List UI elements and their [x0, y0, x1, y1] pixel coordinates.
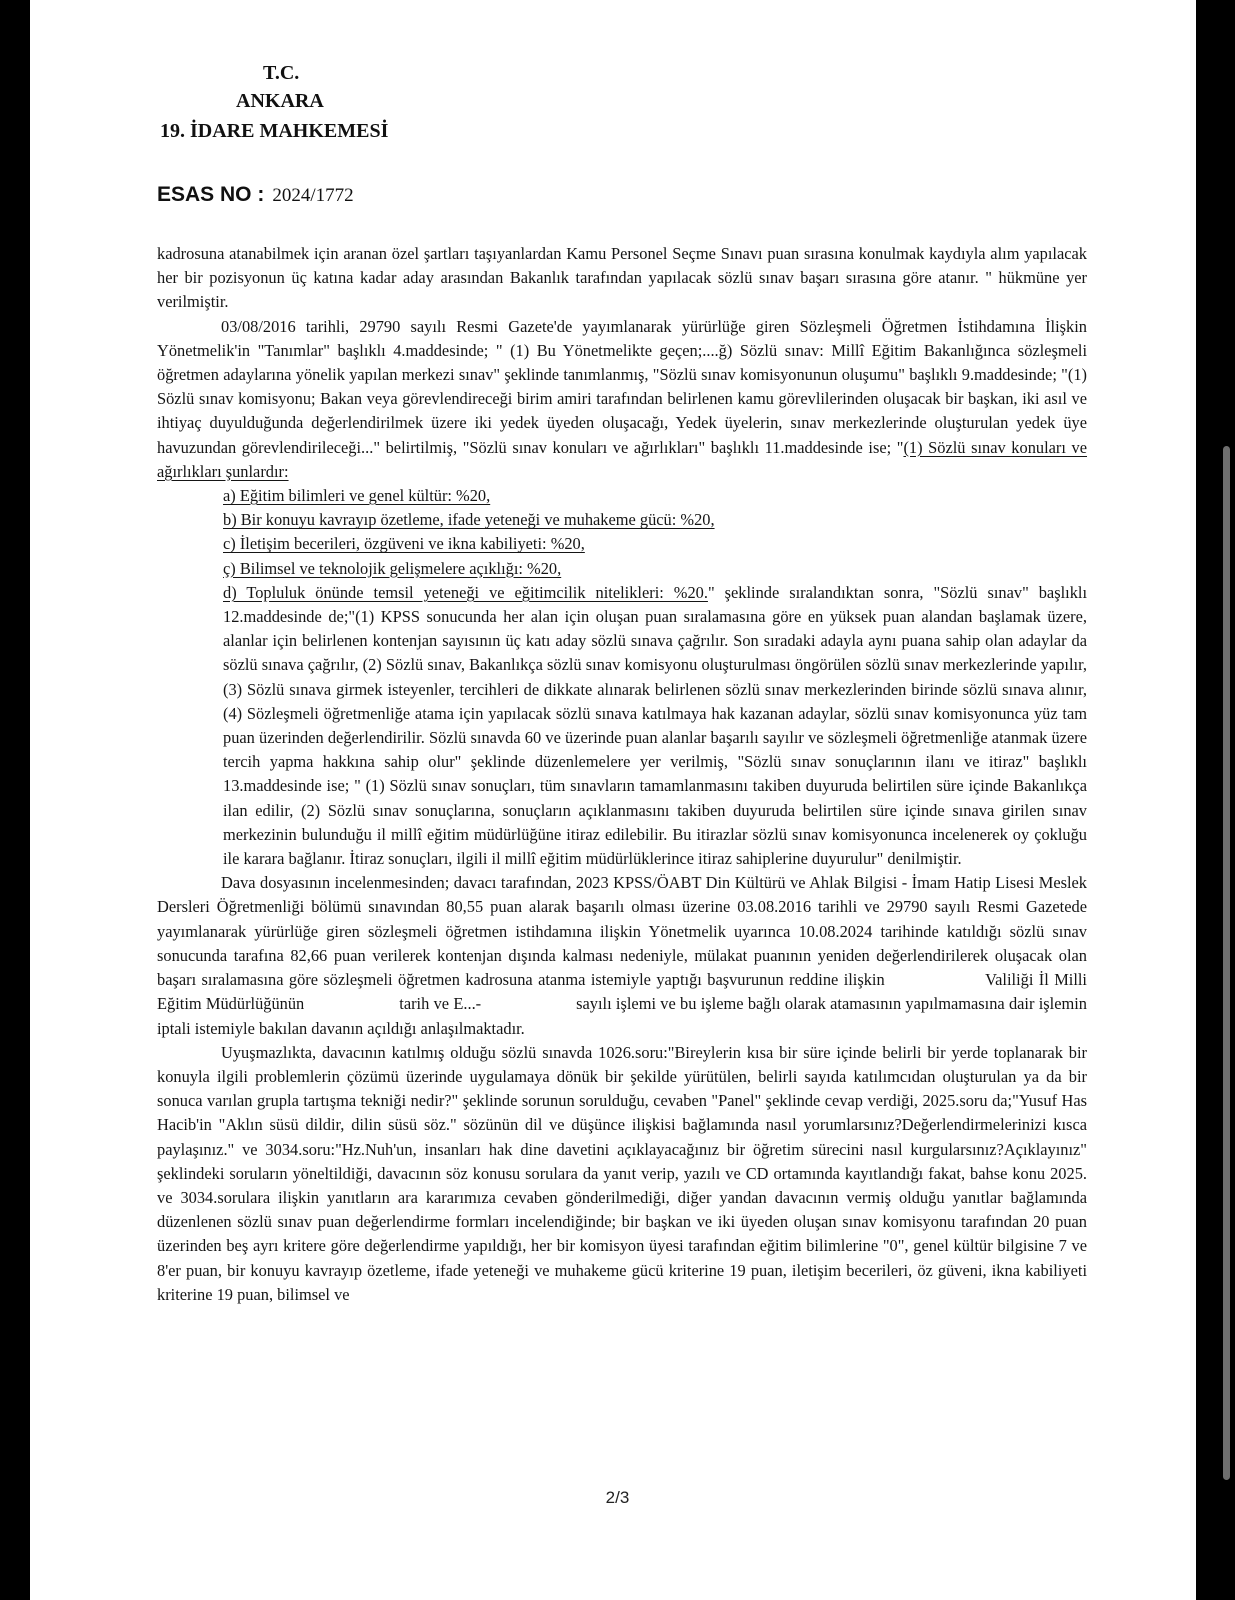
scrollbar-thumb[interactable] [1223, 446, 1230, 1480]
page-number: 2/3 [605, 1488, 630, 1507]
paragraph-5: Uyuşmazlıkta, davacının katılmış olduğu sözlü sınavda 1026.soru:"Bireylerin kısa bir süre içinde belirli bir yerde toplanarak bir konuyla ilgili problemlerin çözümü üzerinde uygulamaya dönük bir şekilde yürütülen, belirli sayıda katılımcıdan oluşturulan ya da bir sonuca varılan grupla tartışma tekniği nedir?" şeklinde sorunun sorulduğu, cevaben "Panel" şeklinde cevap verdiği, 2025.soru da;"Yusuf Has Hacib'in "Aklın süsü dildir, dilin süsü söz." sözünün dil ve düşünce ilişkisi bağlamında nasıl yorumlarsınız?Değerlendirmelerinizi kısca paylaşınız." ve 3034.soru:"Hz.Nuh'un, insanları hak dine davetini açıklayacağınız bir öğretim sürecini nasıl kurgularsınız?Açıklayınız" şeklindeki soruların yöneltildiği, davacının söz konusu sorulara da yanıt verip, yazılı ve CD ortamında kayıtlandığı fakat, bahse konu 2025. ve 3034.sorulara ilişkin yanıtların ara kararımıza cevaben gönderilmediği, diğer yandan davacının vermiş olduğu yanıtlar bağlamında düzenlenen sözlü sınav puan değerlendirme formları incelendiğinde; bir başkan ve iki üyeden oluşan sınav komisyonu tarafından 20 puan üzerinden beş ayrı kritere göre değerlendirme yapıldığı, her bir komisyon üyesi tarafından eğitim bilimlerine "0", genel kültür bilgisine 7 ve 8'er puan, bir konuyu kavrayıp özetleme, ifade yeteneği ve muhakeme gücü kriterine 19 puan, iletişim becerileri, öz güveni, ikna kabiliyeti kriterine 19 puan, bilimsel ve [157, 1042, 1087, 1304]
list-item-a [157, 484, 1087, 508]
paragraph-4-text-a: Dava dosyasının incelenmesinden; davacı tarafından, 2023 KPSS/ÖABT Din Kültürü ve Ahlak Bilgisi - İmam Hatip Lisesi Meslek Dersleri Öğretmenliği bölümü sınavından 80,55 puan alarak başarılı olması üzerine 03.08.2016 tarihli ve 29790 sayılı Resmi Gazetede yayımlanarak yürürlüğe giren sözleşmeli öğretmen istihdamına ilişkin Yönetmelik uyarınca 10.08.2024 tarihinde katıldığı sözlü sınav sonucunda tarafına 82,66 puan verilerek kontenjan dışında kalması nedeniyle, mülakat puanının yeniden değerlendirilerek oluşacak olan başarı sıralamasına göre sözleşmeli öğretmen kadrosuna atanma istemiyle yaptığı başvurunun reddine ilişkin [157, 873, 1087, 990]
document-body [157, 242, 1087, 1307]
scrollbar[interactable] [1223, 8, 1230, 1592]
paragraph-4-text-c: tarih ve E...- [399, 994, 482, 1014]
header-country: T.C. [263, 62, 300, 84]
case-number-label: ESAS NO : [157, 183, 265, 206]
list-item-b-text: b) Bir konuyu kavrayıp özetleme, ifade yeteneği ve muhakeme gücü: %20, [223, 510, 715, 530]
paragraph-2-underlined: (1) Sözlü sınav konuları ve ağırlıkları şunlardır: [157, 437, 1088, 481]
paragraph-4-text-d: sayılı işlemi ve bu işleme bağlı olarak atamasının yapılmamasına dair işlemin iptali istemiyle bakılan davanın açıldığı anlaşılmaktadır. [157, 994, 1087, 1038]
paragraph-2 [157, 315, 1087, 484]
list-item-d-text: d) Topluluk önünde temsil yeteneği ve eğitimcilik nitelikleri: %20. [223, 582, 708, 602]
paragraph-4-text-b: Valiliği İl Milli Eğitim Müdürlüğünün [157, 970, 1087, 1014]
case-number-value: 2024/1772 [272, 185, 354, 206]
list-item-cc-text: ç) Bilimsel ve teknolojik gelişmelere açıklığı: %20, [223, 558, 562, 578]
list-item-a-text: a) Eğitim bilimleri ve genel kültür: %20, [223, 486, 491, 506]
header-court-name: 19. İDARE MAHKEMESİ [160, 120, 389, 142]
paragraph-2-text: 03/08/2016 tarihli, 29790 sayılı Resmi Gazete'de yayımlanarak yürürlüğe giren Sözleşmeli Öğretmen İstihdamına İlişkin Yönetmelik'in "Tanımlar" başlıklı 4.maddesinde; " (1) Bu Yönetmelikte geçen;....ğ) Sözlü sınav: Millî Eğitim Bakanlığınca sözleşmeli öğretmen adaylarına yönelik yapılan merkezi sınav" şeklinde tanımlanmış, "Sözlü sınav komisyonunun oluşumu" başlıklı 9.maddesinde; "(1) Sözlü sınav komisyonu; Bakan veya görevlendireceği birim amiri tarafından belirlenen kamu görevlilerinden oluşacak bir başkan, iki asıl ve ihtiyaç duyulduğunda değerlendirilmek üzere iki yedek üyeden oluşacağı, Yedek üyelerin, sınav merkezlerinde oluşturulan yedek üye havuzundan görevlendirileceği..." belirtilmiş, "Sözlü sınav konuları ve ağırlıkları" başlıklı 11.maddesinde ise; " [157, 316, 1087, 457]
list-item-c-text: c) İletişim becerileri, özgüveni ve ikna kabiliyeti: %20, [223, 534, 585, 554]
list-item-c [157, 532, 1087, 556]
list-item-b [157, 508, 1087, 532]
paragraph-3-text: " şeklinde sıralandıktan sonra, "Sözlü sınav" başlıklı 12.maddesinde de;"(1) KPSS sonucunda her alan için oluşan puan sıralamasına göre en yüksek puan alandan başlamak üzere, alanlar için belirlenen kontenjan sayısının üç katı aday sözlü sınava çağrılır. Son sıradaki adayla aynı puana sahip olan adaylar da sözlü sınava çağrılır, (2) Sözlü sınav, Bakanlıkça sözlü sınav komisyonu oluşturulması öngörülen sözlü sınav merkezlerinde yapılır, (3) Sözlü sınava girmek isteyenler, tercihleri de dikkate alınarak belirlenen sözlü sınav merkezlerinden birinde sözlü sınava alınır, (4) Sözleşmeli öğretmenliğe atama için yapılacak sözlü sınava katılmaya hak kazanan adaylar, sözlü sınav komisyonunca yüz tam puan üzerinden değerlendirilir. Sözlü sınavda 60 ve üzerinde puan alanlar başarılı sayılır ve sözleşmeli öğretmenliğe atanmak üzere tercih yapma hakkına sahip olur" şeklinde düzenlemelere yer verilmiş, "Sözlü sınav sonuçlarının ilanı ve itiraz" başlıklı 13.maddesinde ise; " (1) Sözlü sınav sonuçları, tüm sınavların tamamlanmasını takiben duyuruda belirtilen süre içinde Bakanlıkça ilan edilir, (2) Sözlü sınav sonuçlarına, sonuçların açıklanmasını takiben duyuruda belirtilen süre içinde sınava girilen sınav merkezinin bulunduğu il millî eğitim müdürlüğüne itiraz edilebilir. Bu itirazlar sözlü sınav komisyonunca incelenerek oy çokluğu ile karara bağlanır. İtiraz sonuçları, ilgili il millî eğitim müdürlüklerince itiraz sahiplerine duyurulur" denilmiştir. [223, 582, 1087, 869]
case-number-line [157, 183, 354, 207]
header-city: ANKARA [236, 90, 324, 112]
list-item-d-and-paragraph-3 [157, 581, 1087, 871]
paragraph-4 [157, 871, 1087, 1040]
paragraph-1: kadrosuna atanabilmek için aranan özel şartları taşıyanlardan Kamu Personel Seçme Sınavı puan sırasına konulmak kaydıyla alım yapılacak her bir pozisyonun üç katına kadar aday arasından Bakanlık tarafından yapılacak sözlü sınav başarı sırasına göre atanır. " hükmüne yer verilmiştir. [157, 244, 1087, 312]
list-item-cc [157, 557, 1087, 581]
